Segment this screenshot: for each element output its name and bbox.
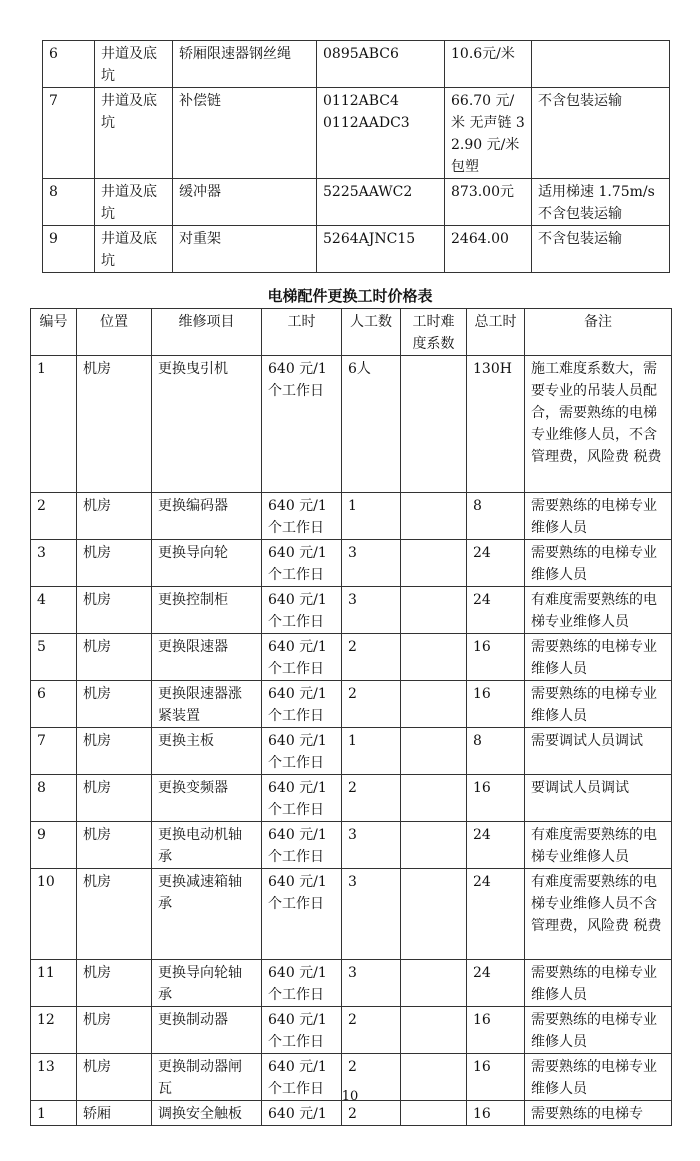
part-location: 井道及底坑 xyxy=(95,226,173,273)
part-name: 补偿链 xyxy=(173,88,317,179)
row-location: 机房 xyxy=(77,960,152,1007)
row-difficulty xyxy=(401,587,467,634)
header-no: 编号 xyxy=(31,309,77,356)
row-difficulty xyxy=(401,775,467,822)
table-row xyxy=(31,681,672,728)
row-hours: 640 元/1 xyxy=(262,1101,342,1126)
part-no: 7 xyxy=(43,88,95,179)
row-workers: 3 xyxy=(342,869,401,960)
row-total: 16 xyxy=(467,681,525,728)
row-location: 机房 xyxy=(77,356,152,493)
header-location: 位置 xyxy=(77,309,152,356)
table-row xyxy=(43,179,670,226)
row-hours: 640 元/1个工作日 xyxy=(262,587,342,634)
row-no: 4 xyxy=(31,587,77,634)
row-no: 10 xyxy=(31,869,77,960)
row-location: 轿厢 xyxy=(77,1101,152,1126)
row-location: 机房 xyxy=(77,634,152,681)
row-item: 更换电动机轴承 xyxy=(152,822,262,869)
table-row xyxy=(43,41,670,88)
row-difficulty xyxy=(401,728,467,775)
table-row xyxy=(31,356,672,493)
labor-table-title: 电梯配件更换工时价格表 xyxy=(267,287,433,305)
row-hours: 640 元/1个工作日 xyxy=(262,634,342,681)
row-difficulty xyxy=(401,1007,467,1054)
row-hours: 640 元/1个工作日 xyxy=(262,540,342,587)
row-no: 11 xyxy=(31,960,77,1007)
row-location: 机房 xyxy=(77,728,152,775)
header-item: 维修项目 xyxy=(152,309,262,356)
row-location: 机房 xyxy=(77,775,152,822)
part-note: 适用梯速 1.75m/s 不含包装运输 xyxy=(532,179,670,226)
row-total: 8 xyxy=(467,493,525,540)
row-total: 24 xyxy=(467,587,525,634)
table-row xyxy=(31,634,672,681)
part-name: 缓冲器 xyxy=(173,179,317,226)
row-note: 需要熟练的电梯专业维修人员 xyxy=(525,681,672,728)
row-no: 3 xyxy=(31,540,77,587)
row-note: 需要熟练的电梯专业维修人员 xyxy=(525,634,672,681)
row-difficulty xyxy=(401,822,467,869)
row-total: 24 xyxy=(467,540,525,587)
row-no: 7 xyxy=(31,728,77,775)
table-row xyxy=(43,88,670,179)
part-price: 66.70 元/米 无声链 32.90 元/米 包塑 xyxy=(445,88,532,179)
part-no: 8 xyxy=(43,179,95,226)
row-hours: 640 元/1个工作日 xyxy=(262,1054,342,1101)
table-row xyxy=(31,1101,672,1126)
row-workers: 2 xyxy=(342,634,401,681)
row-difficulty xyxy=(401,960,467,1007)
row-total: 16 xyxy=(467,775,525,822)
part-no: 9 xyxy=(43,226,95,273)
header-total: 总工时 xyxy=(467,309,525,356)
row-workers: 6人 xyxy=(342,356,401,493)
page-number: 10 xyxy=(341,1089,359,1104)
row-difficulty xyxy=(401,540,467,587)
row-note: 有难度需要熟练的电梯专业维修人员 xyxy=(525,587,672,634)
row-hours: 640 元/1个工作日 xyxy=(262,681,342,728)
row-note: 需要熟练的电梯专业维修人员 xyxy=(525,540,672,587)
row-total: 24 xyxy=(467,869,525,960)
row-workers: 2 xyxy=(342,1101,401,1126)
part-price: 2464.00 xyxy=(445,226,532,273)
row-workers: 3 xyxy=(342,822,401,869)
row-note: 需要熟练的电梯专 xyxy=(525,1101,672,1126)
header-note: 备注 xyxy=(525,309,672,356)
part-note: 不含包装运输 xyxy=(532,88,670,179)
table-row xyxy=(31,728,672,775)
part-location: 井道及底坑 xyxy=(95,179,173,226)
row-location: 机房 xyxy=(77,822,152,869)
row-note: 要调试人员调试 xyxy=(525,775,672,822)
row-hours: 640 元/1个工作日 xyxy=(262,960,342,1007)
row-no: 9 xyxy=(31,822,77,869)
row-total: 16 xyxy=(467,634,525,681)
row-hours: 640 元/1个工作日 xyxy=(262,728,342,775)
row-difficulty xyxy=(401,869,467,960)
row-total: 16 xyxy=(467,1101,525,1126)
row-note: 施工难度系数大，需要专业的吊装人员配合，需要熟练的电梯专业维修人员，不含管理费，风险费 税费 xyxy=(525,356,672,493)
row-item: 更换限速器 xyxy=(152,634,262,681)
row-no: 12 xyxy=(31,1007,77,1054)
row-total: 16 xyxy=(467,1007,525,1054)
row-total: 24 xyxy=(467,822,525,869)
row-total: 16 xyxy=(467,1054,525,1101)
row-hours: 640 元/1个工作日 xyxy=(262,869,342,960)
header-hours: 工时 xyxy=(262,309,342,356)
row-no: 8 xyxy=(31,775,77,822)
row-item: 调换安全触板 xyxy=(152,1101,262,1126)
part-code: 0895ABC6 xyxy=(317,41,445,88)
row-hours: 640 元/1个工作日 xyxy=(262,493,342,540)
row-item: 更换制动器 xyxy=(152,1007,262,1054)
row-item: 更换导向轮轴承 xyxy=(152,960,262,1007)
part-name: 对重架 xyxy=(173,226,317,273)
row-location: 机房 xyxy=(77,1007,152,1054)
row-total: 130H xyxy=(467,356,525,493)
row-workers: 1 xyxy=(342,493,401,540)
row-item: 更换编码器 xyxy=(152,493,262,540)
row-item: 更换导向轮 xyxy=(152,540,262,587)
row-no: 1 xyxy=(31,356,77,493)
labor-price-table xyxy=(30,308,672,1126)
part-code: 5225AAWC2 xyxy=(317,179,445,226)
table-row xyxy=(31,1007,672,1054)
row-location: 机房 xyxy=(77,1054,152,1101)
row-item: 更换曳引机 xyxy=(152,356,262,493)
row-no: 1 xyxy=(31,1101,77,1126)
table-row xyxy=(31,869,672,960)
table-row xyxy=(31,493,672,540)
row-item: 更换主板 xyxy=(152,728,262,775)
part-no: 6 xyxy=(43,41,95,88)
row-difficulty xyxy=(401,681,467,728)
row-location: 机房 xyxy=(77,587,152,634)
row-location: 机房 xyxy=(77,681,152,728)
table-row xyxy=(43,226,670,273)
row-note: 有难度需要熟练的电梯专业维修人员不含管理费，风险费 税费 xyxy=(525,869,672,960)
row-hours: 640 元/1个工作日 xyxy=(262,1007,342,1054)
row-location: 机房 xyxy=(77,540,152,587)
row-no: 5 xyxy=(31,634,77,681)
table-row xyxy=(31,540,672,587)
row-no: 6 xyxy=(31,681,77,728)
row-no: 13 xyxy=(31,1054,77,1101)
row-note: 有难度需要熟练的电梯专业维修人员 xyxy=(525,822,672,869)
row-hours: 640 元/1个工作日 xyxy=(262,775,342,822)
row-note: 需要调试人员调试 xyxy=(525,728,672,775)
part-code: 0112ABC4 0112AADC3 xyxy=(317,88,445,179)
row-workers: 2 xyxy=(342,1054,401,1101)
row-workers: 2 xyxy=(342,775,401,822)
table-row xyxy=(31,822,672,869)
parts-price-table xyxy=(42,40,670,273)
row-note: 需要熟练的电梯专业维修人员 xyxy=(525,1054,672,1101)
row-total: 24 xyxy=(467,960,525,1007)
part-note xyxy=(532,41,670,88)
row-difficulty xyxy=(401,1101,467,1126)
row-location: 机房 xyxy=(77,493,152,540)
header-difficulty: 工时难度系数 xyxy=(401,309,467,356)
row-item: 更换限速器涨紧装置 xyxy=(152,681,262,728)
table-row xyxy=(31,587,672,634)
row-workers: 3 xyxy=(342,540,401,587)
row-difficulty xyxy=(401,634,467,681)
row-location: 机房 xyxy=(77,869,152,960)
row-workers: 3 xyxy=(342,587,401,634)
table-row xyxy=(31,960,672,1007)
row-note: 需要熟练的电梯专业维修人员 xyxy=(525,493,672,540)
part-price: 10.6元/米 xyxy=(445,41,532,88)
row-workers: 2 xyxy=(342,1007,401,1054)
table-header-row xyxy=(31,309,672,356)
table-row xyxy=(31,775,672,822)
row-difficulty xyxy=(401,356,467,493)
row-workers: 3 xyxy=(342,960,401,1007)
row-workers: 2 xyxy=(342,681,401,728)
part-note: 不含包装运输 xyxy=(532,226,670,273)
row-difficulty xyxy=(401,493,467,540)
header-workers: 人工数 xyxy=(342,309,401,356)
row-total: 8 xyxy=(467,728,525,775)
part-name: 轿厢限速器钢丝绳 xyxy=(173,41,317,88)
row-item: 更换变频器 xyxy=(152,775,262,822)
part-code: 5264AJNC15 xyxy=(317,226,445,273)
row-item: 更换减速箱轴承 xyxy=(152,869,262,960)
row-hours: 640 元/1个工作日 xyxy=(262,356,342,493)
row-item: 更换控制柜 xyxy=(152,587,262,634)
row-hours: 640 元/1个工作日 xyxy=(262,822,342,869)
row-workers: 1 xyxy=(342,728,401,775)
row-item: 更换制动器闸瓦 xyxy=(152,1054,262,1101)
part-price: 873.00元 xyxy=(445,179,532,226)
part-location: 井道及底坑 xyxy=(95,88,173,179)
row-no: 2 xyxy=(31,493,77,540)
part-location: 井道及底坑 xyxy=(95,41,173,88)
row-note: 需要熟练的电梯专业维修人员 xyxy=(525,1007,672,1054)
row-note: 需要熟练的电梯专业维修人员 xyxy=(525,960,672,1007)
